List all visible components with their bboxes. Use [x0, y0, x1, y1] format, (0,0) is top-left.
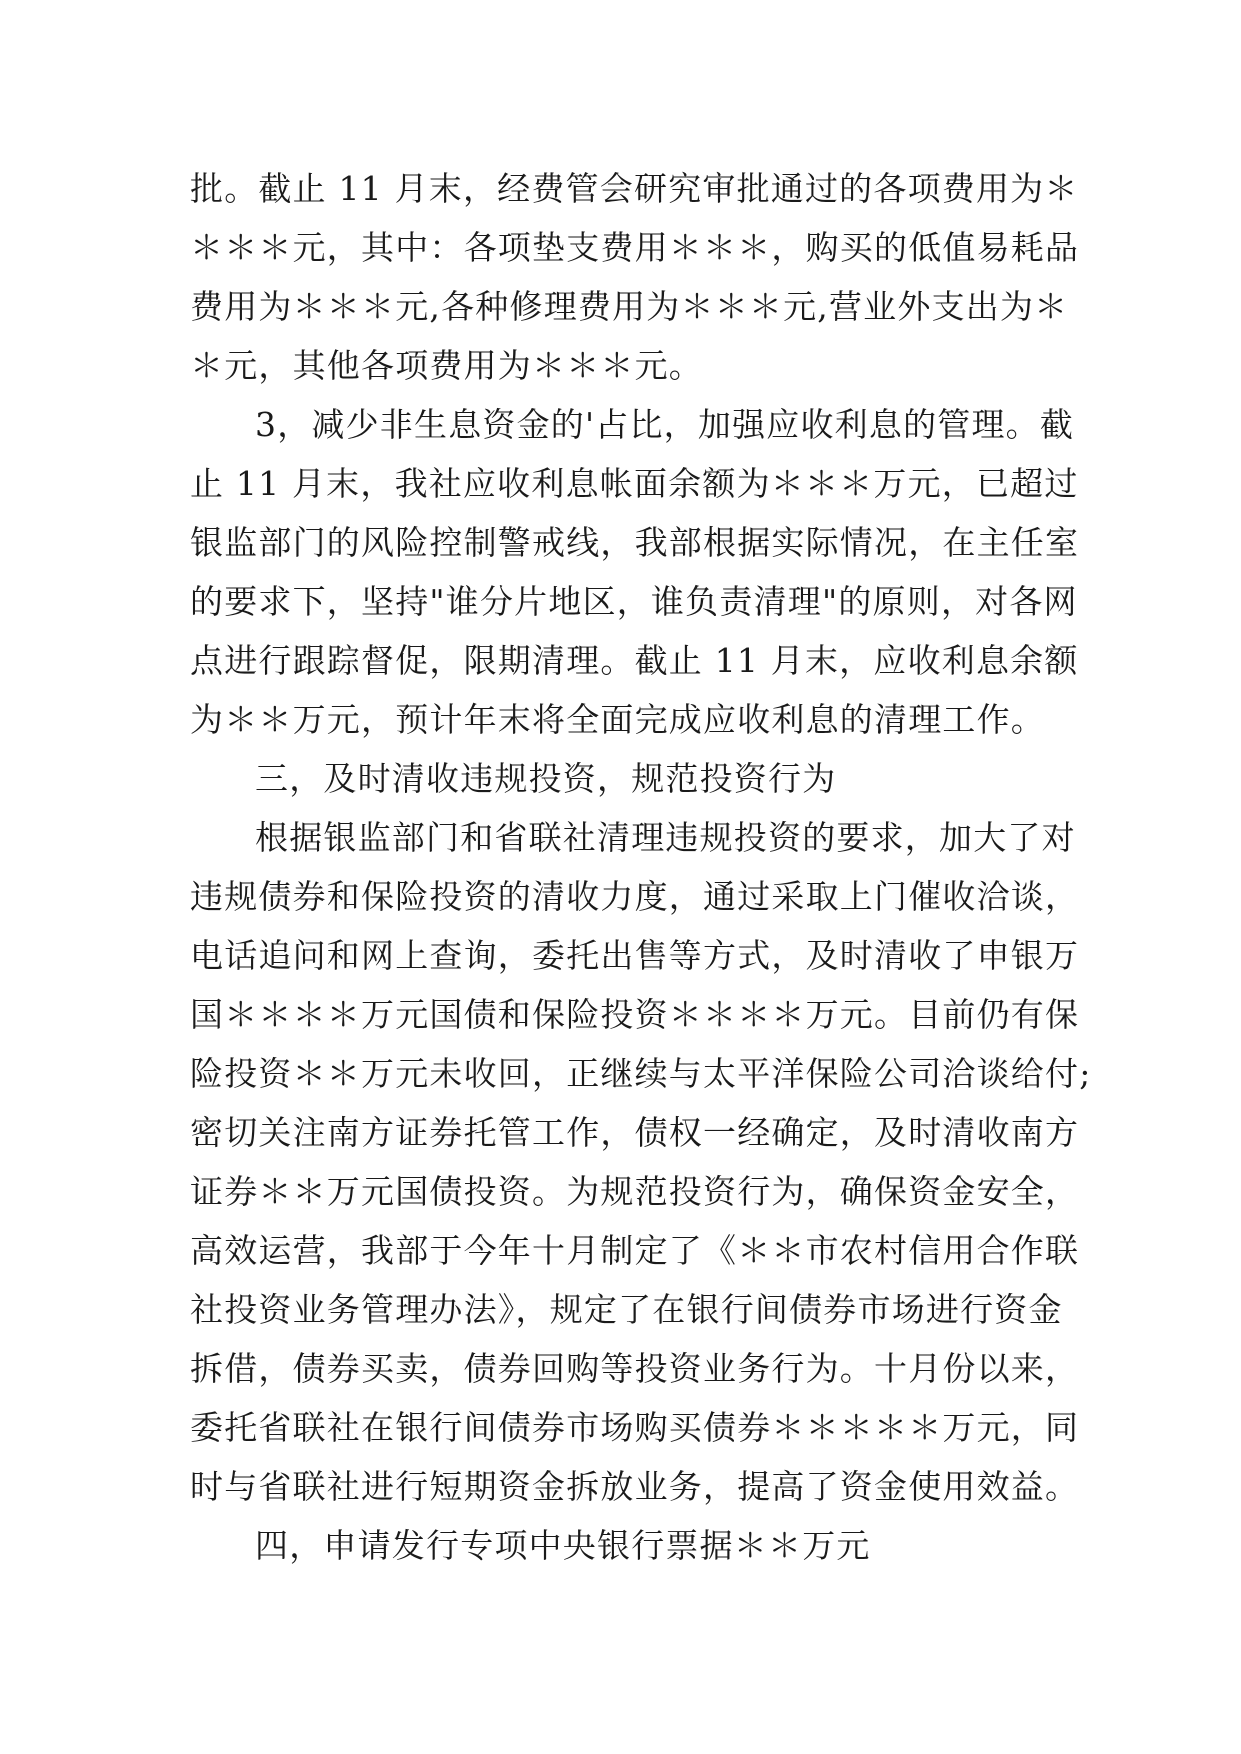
text-line: 电话追问和网上查询，委托出售等方式，及时清收了申银万 [190, 936, 1080, 975]
text-line: ＊元，其他各项费用为＊＊＊元。 [190, 346, 703, 385]
text-line: 高效运营，我部于今年十月制定了《＊＊市农村信用合作联 [190, 1231, 1080, 1270]
text-line: 费用为＊＊＊元,各种修理费用为＊＊＊元,营业外支出为＊ [190, 287, 1069, 326]
section-heading-3: 三，及时清收违规投资，规范投资行为 [255, 759, 837, 798]
text-line: 批。截止 11 月末，经费管会研究审批通过的各项费用为＊ [190, 169, 1079, 208]
text-line: ＊＊＊元，其中：各项垫支费用＊＊＊，购买的低值易耗品 [190, 228, 1080, 267]
text-line: 拆借，债券买卖，债券回购等投资业务行为。十月份以来， [190, 1349, 1080, 1388]
text-line: 时与省联社进行短期资金拆放业务，提高了资金使用效益。 [190, 1467, 1080, 1506]
paragraph-start-line: 3，减少非生息资金的'占比，加强应收利息的管理。截 [255, 405, 1075, 444]
text-line: 止 11 月末，我社应收利息帐面余额为＊＊＊万元，已超过 [190, 464, 1079, 503]
text-line: 国＊＊＊＊万元国债和保险投资＊＊＊＊万元。目前仍有保 [190, 995, 1080, 1034]
text-line: 点进行跟踪督促，限期清理。截止 11 月末，应收利息余额 [190, 641, 1079, 680]
text-line: 违规债券和保险投资的清收力度，通过采取上门催收洽谈， [190, 877, 1080, 916]
text-line: 委托省联社在银行间债券市场购买债券＊＊＊＊＊万元，同 [190, 1408, 1080, 1447]
text-line: 社投资业务管理办法》，规定了在银行间债券市场进行资金 [190, 1290, 1063, 1329]
text-line: 为＊＊万元，预计年末将全面完成应收利息的清理工作。 [190, 700, 1045, 739]
paragraph-start-line: 根据银监部门和省联社清理违规投资的要求，加大了对 [255, 818, 1076, 857]
text-line: 密切关注南方证券托管工作，债权一经确定，及时清收南方 [190, 1113, 1080, 1152]
text-line: 险投资＊＊万元未收回，正继续与太平洋保险公司洽谈给付; [190, 1054, 1092, 1093]
text-line: 银监部门的风险控制警戒线，我部根据实际情况，在主任室 [190, 523, 1080, 562]
text-line: 证券＊＊万元国债投资。为规范投资行为，确保资金安全， [190, 1172, 1080, 1211]
text-line: 的要求下，坚持"谁分片地区，谁负责清理"的原则，对各网 [190, 582, 1078, 621]
section-heading-4: 四，申请发行专项中央银行票据＊＊万元 [255, 1526, 871, 1565]
